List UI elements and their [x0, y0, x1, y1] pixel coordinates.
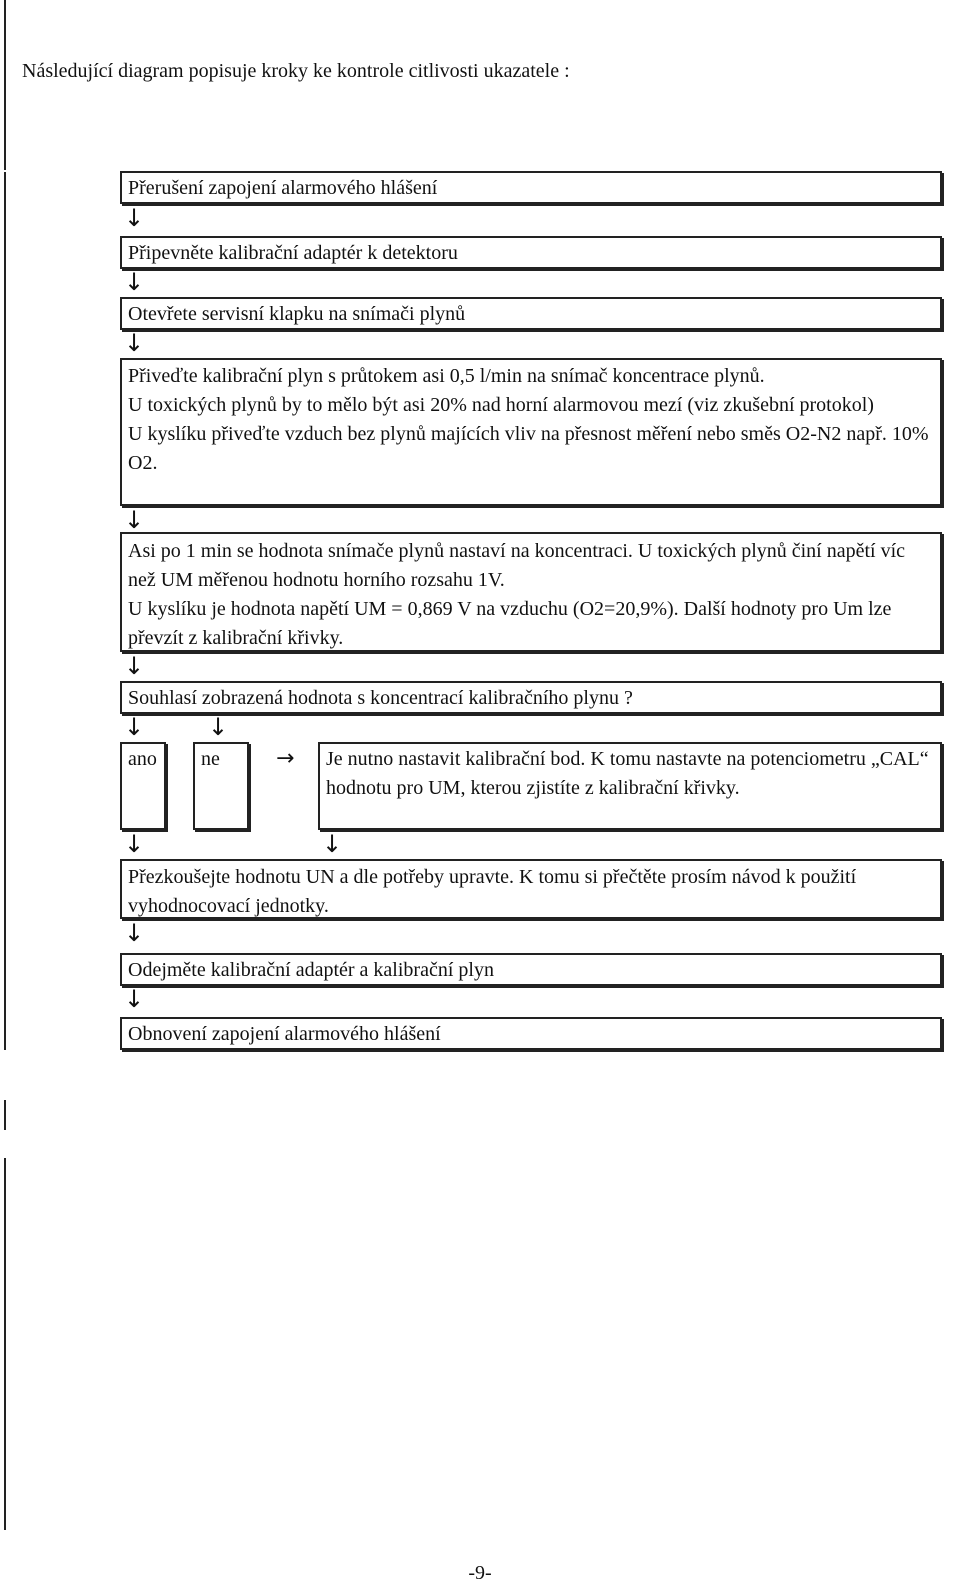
calibrate-box: [318, 742, 942, 830]
step-3-box: [120, 297, 942, 330]
arrow-down-icon: ↓: [124, 329, 145, 357]
margin-bar: [4, 172, 6, 1050]
step-3-text: Otevřete servisní klapku na snímači plynů: [128, 303, 466, 325]
arrow-down-icon: ↓: [124, 830, 145, 858]
margin-bar: [4, 0, 6, 170]
arrow-down-icon: ↓: [124, 985, 145, 1013]
arrow-down-icon: ↓: [322, 830, 343, 858]
arrow-down-icon: ↓: [124, 652, 145, 680]
calibrate-text: Je nutno nastavit kalibrační bod. K tomu nastavte na potenciometru „CAL“ hodnotu pro UM, kterou zjistíte z kalibrační křivky.: [326, 748, 929, 799]
step-1-text: Přerušení zapojení alarmového hlášení: [128, 177, 438, 199]
step-5-line-1: Asi po 1 min se hodnota snímače plynů nastaví na koncentraci. U toxických plynů činí napětí víc než UM měřenou hodnotu horního rozsahu 1V.: [128, 540, 906, 591]
step-4-box: [120, 358, 942, 506]
step-10-text: Obnovení zapojení alarmového hlášení: [128, 1023, 441, 1045]
yes-label: ano: [128, 748, 157, 770]
step-2-text: Připevněte kalibrační adaptér k detektoru: [128, 242, 458, 264]
step-4-line-1: Přiveďte kalibrační plyn s průtokem asi 0,5 l/min na snímač koncentrace plynů.: [128, 365, 765, 387]
arrow-down-icon: ↓: [124, 919, 145, 947]
intro-text: Následující diagram popisuje kroky ke kontrole citlivosti ukazatele :: [22, 60, 570, 82]
step-5-box: [120, 532, 942, 652]
question-box: [120, 681, 942, 714]
arrow-down-icon: ↓: [124, 506, 145, 534]
margin-bar: [4, 1100, 6, 1130]
yes-box: [120, 742, 166, 830]
no-box: [193, 742, 249, 830]
step-2-box: [120, 236, 942, 269]
arrow-down-icon: ↓: [124, 268, 145, 296]
arrow-down-icon: ↓: [208, 713, 229, 741]
step-8-text: Přezkoušejte hodnotu UN a dle potřeby upravte. K tomu si přečtěte prosím návod k použití vyhodnocovací jednotky.: [128, 866, 857, 917]
step-8-box: [120, 859, 942, 919]
margin-bar: [4, 1158, 6, 1530]
step-9-box: [120, 953, 942, 986]
step-5-line-2: U kyslíku je hodnota napětí UM = 0,869 V na vzduchu (O2=20,9%). Další hodnoty pro Um lze převzít z kalibrační křivky.: [128, 598, 892, 649]
no-label: ne: [201, 748, 220, 770]
step-4-line-3: U kyslíku přiveďte vzduch bez plynů majících vliv na přesnost měření nebo směs O2-N2 např. 10% O2.: [128, 423, 929, 474]
question-text: Souhlasí zobrazená hodnota s koncentrací kalibračního plynu ?: [128, 687, 633, 709]
arrow-right-icon: →: [276, 746, 295, 771]
arrow-down-icon: ↓: [124, 713, 145, 741]
step-10-box: [120, 1017, 942, 1050]
step-1-box: [120, 171, 942, 204]
arrow-down-icon: ↓: [124, 204, 145, 232]
step-9-text: Odejměte kalibrační adaptér a kalibrační plyn: [128, 959, 494, 981]
step-4-line-2: U toxických plynů by to mělo být asi 20% nad horní alarmovou mezí (viz zkušební protokol): [128, 394, 874, 416]
page-number: -9-: [468, 1562, 492, 1584]
